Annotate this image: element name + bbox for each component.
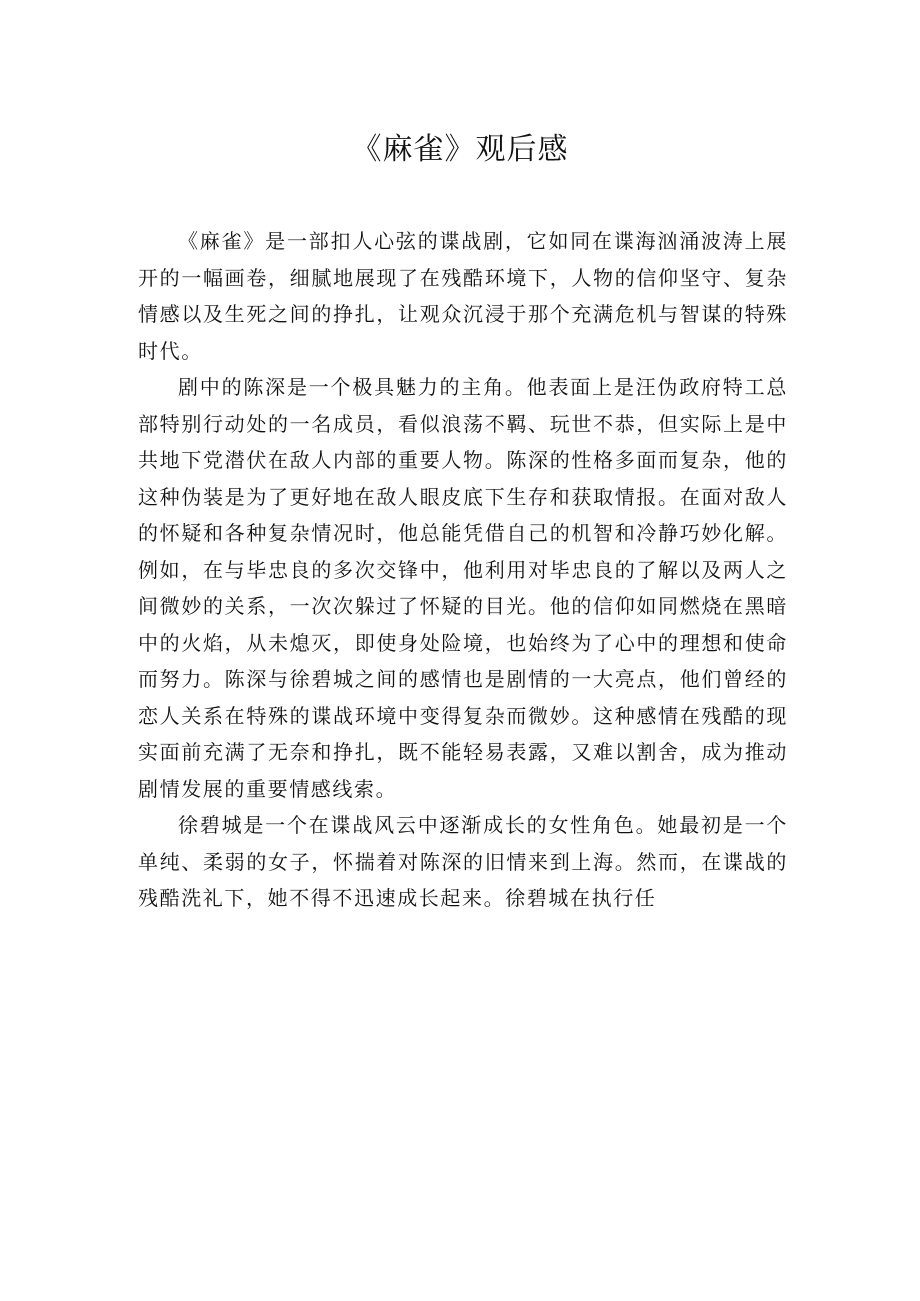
paragraph-xu-bicheng: 徐碧城是一个在谍战风云中逐渐成长的女性角色。她最初是一个单纯、柔弱的女子，怀揣着对陈深的旧情来到上海。然而，在谍战的残酷洗礼下，她不得不迅速成长起来。徐碧城在执行任 [138, 813, 788, 910]
page-title: 《麻雀》观后感 [351, 132, 569, 167]
paragraph-chen-shen: 剧中的陈深是一个极具魅力的主角。他表面上是汪伪政府特工总部特别行动处的一名成员，看似浪荡不羁、玩世不恭，但实际上是中共地下党潜伏在敌人内部的重要人物。陈深的性格多面而复杂，他的这种伪装是为了更好地在敌人眼皮底下生存和获取情报。在面对敌人的怀疑和各种复杂情况时，他总能凭借自己的机智和冷静巧妙化解。例如，在与毕忠良的多次交锋中，他利用对毕忠良的了解以及两人之间微妙的关系，一次次躲过了怀疑的目光。他的信仰如同燃烧在黑暗中的火焰，从未熄灭，即使身处险境，也始终为了心中的理想和使命而努力。陈深与徐碧城之间的感情也是剧情的一大亮点，他们曾经的恋人关系在特殊的谍战环境中变得复杂而微妙。这种感情在残酷的现实面前充满了无奈和挣扎，既不能轻易表露，又难以割舍，成为推动剧情发展的重要情感线索。 [138, 375, 788, 801]
document-body [138, 223, 788, 917]
paragraph-intro: 《麻雀》是一部扣人心弦的谍战剧，它如同在谍海汹涌波涛上展开的一幅画卷，细腻地展现了在残酷环境下，人物的信仰坚守、复杂情感以及生死之间的挣扎，让观众沉浸于那个充满危机与智谋的特殊时代。 [138, 229, 788, 363]
